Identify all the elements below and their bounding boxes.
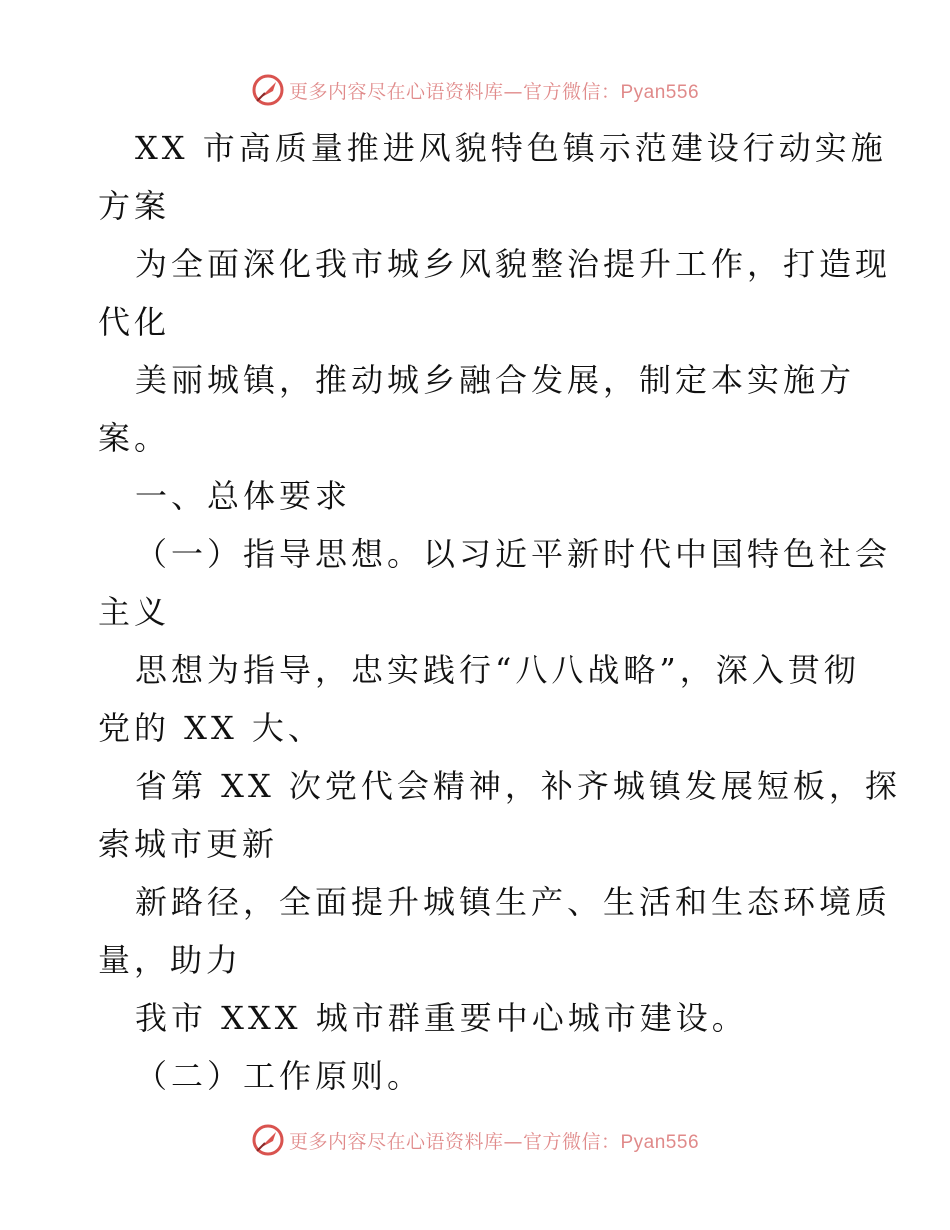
- header-watermark: [0, 70, 950, 110]
- quill-logo-icon: [251, 1123, 285, 1157]
- paragraph-line: 量，助力: [98, 941, 243, 979]
- subsection-heading: （二）工作原则。: [135, 1057, 424, 1095]
- paragraph-line: 美丽城镇，推动城乡融合发展，制定本实施方: [135, 361, 856, 399]
- paragraph-line: 新路径，全面提升城镇生产、生活和生态环境质: [135, 883, 892, 921]
- document-title-line-1: XX 市高质量推进风貌特色镇示范建设行动实施: [135, 129, 887, 167]
- paragraph-line: 省第 XX 次党代会精神，补齐城镇发展短板，探: [135, 767, 901, 805]
- paragraph-line: 党的 XX 大、: [98, 709, 324, 747]
- paragraph-line: 代化: [98, 303, 171, 341]
- paragraph-line: 思想为指导，忠实践行“八八战略”，深入贯彻: [135, 651, 860, 689]
- watermark-text: 更多内容尽在心语资料库—官方微信：Pyan556: [288, 80, 700, 103]
- paragraph-line: 主义: [98, 593, 171, 631]
- paragraph-line: 索城市更新: [98, 825, 279, 863]
- paragraph-line: 为全面深化我市城乡风貌整治提升工作，打造现: [135, 245, 892, 283]
- section-heading: 一、总体要求: [135, 477, 352, 515]
- watermark-text: 更多内容尽在心语资料库—官方微信：Pyan556: [288, 1130, 700, 1153]
- footer-watermark: [0, 1120, 950, 1160]
- quill-logo-icon: [251, 73, 285, 107]
- document-title-line-2: 方案: [98, 187, 171, 225]
- paragraph-line: 案。: [98, 419, 171, 457]
- paragraph-line: 我市 XXX 城市群重要中心城市建设。: [135, 999, 748, 1037]
- paragraph-line: （一）指导思想。以习近平新时代中国特色社会: [135, 535, 892, 573]
